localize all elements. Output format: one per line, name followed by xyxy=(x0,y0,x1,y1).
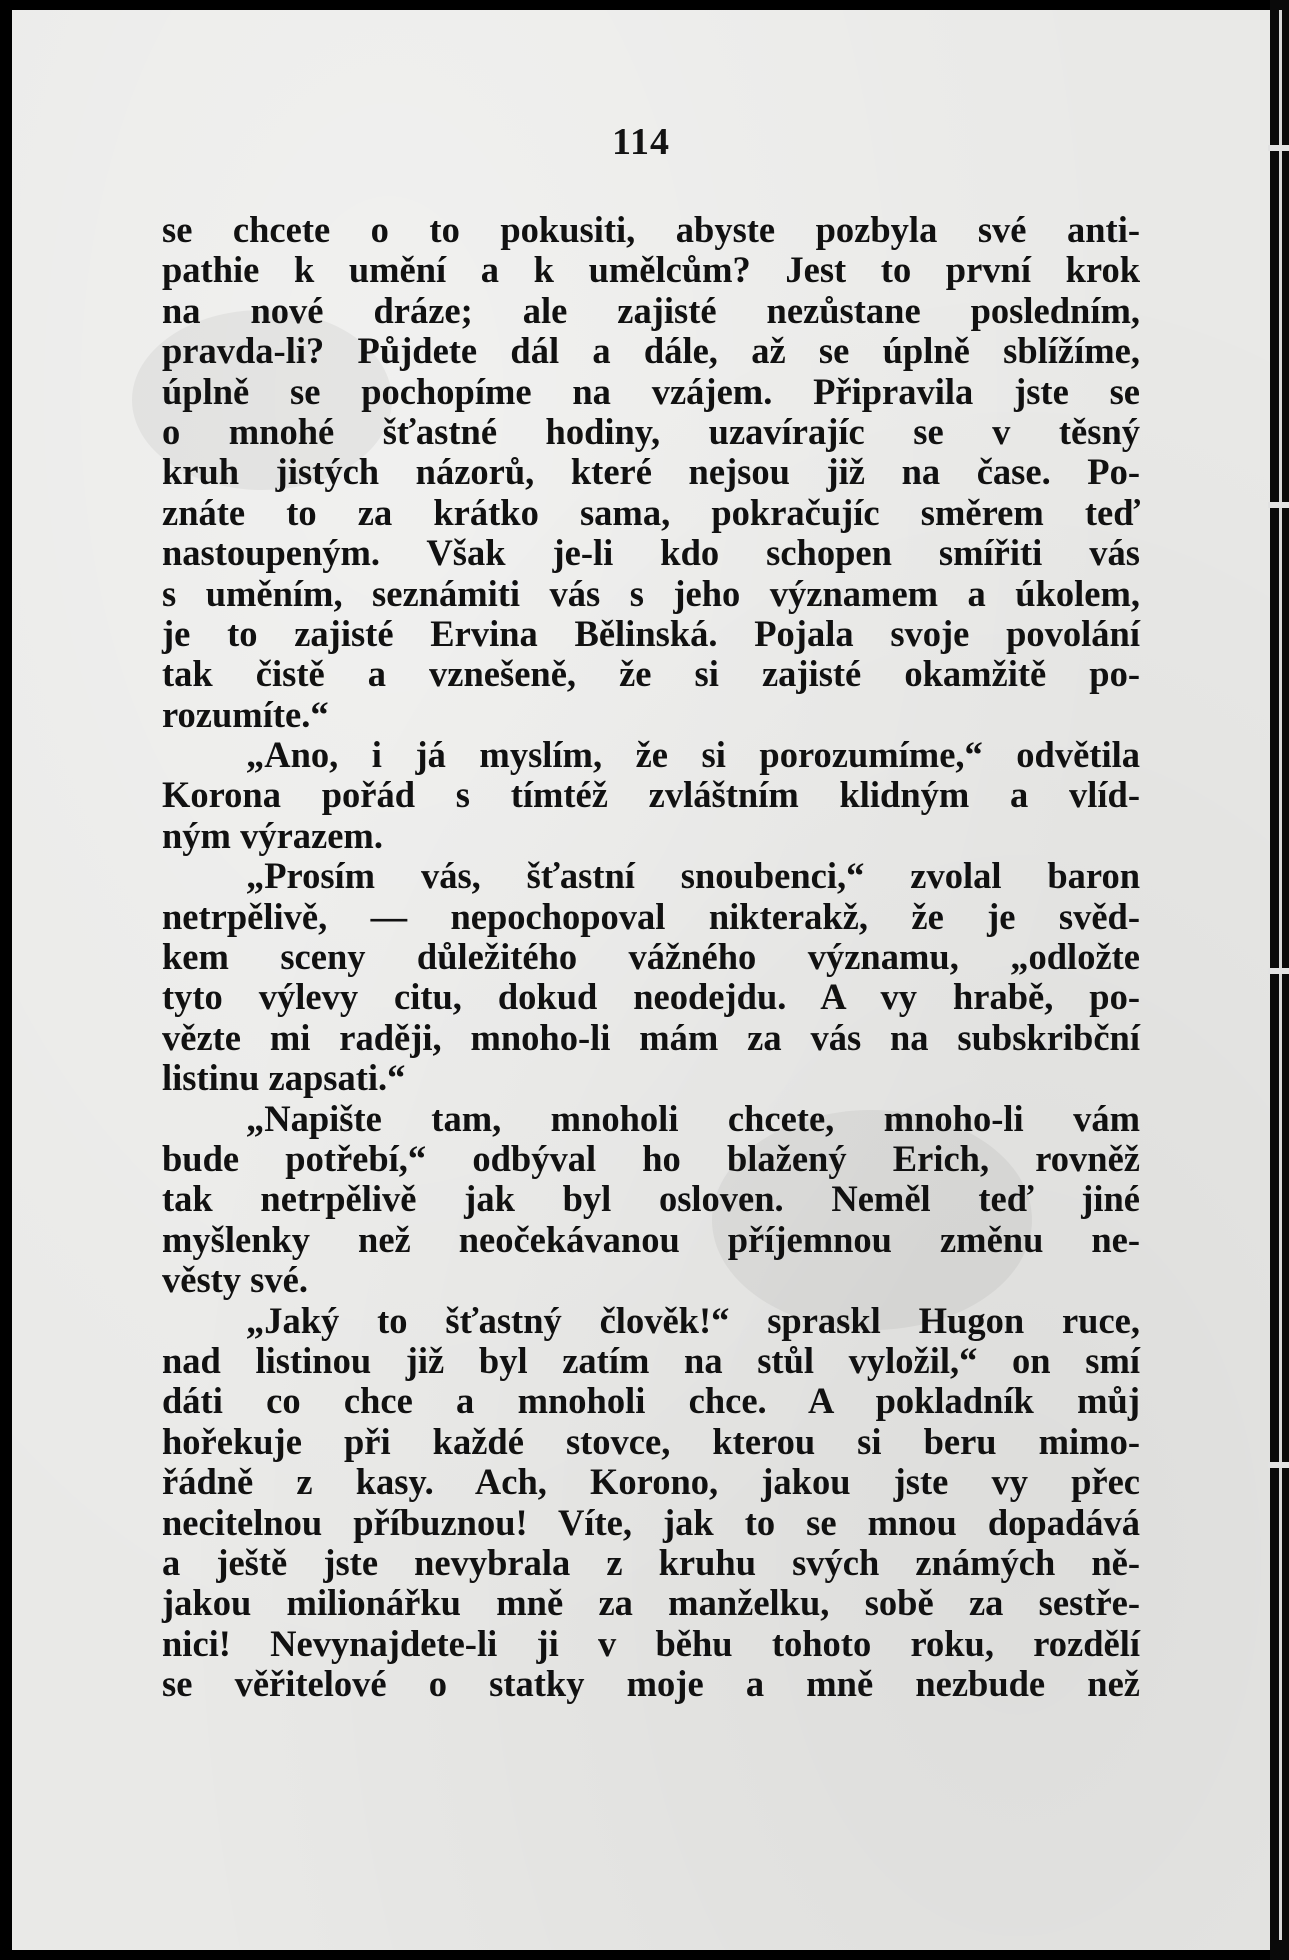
text-line: s uměním, seznámiti vás s jeho významem a úkolem, xyxy=(162,572,1140,614)
text-line: znáte to za krátko sama, pokračujíc směrem teď xyxy=(162,491,1140,533)
text-line: nad listinou již byl zatím na stůl vyložil,“ on smí xyxy=(162,1339,1140,1381)
page-number: 114 xyxy=(612,121,670,163)
page-edge-line xyxy=(1279,10,1282,1940)
text-line: nici! Nevynajdete-li ji v běhu tohoto roku, rozdělí xyxy=(162,1622,1140,1664)
text-line: kem sceny důležitého vážného významu, „odložte xyxy=(162,936,1140,978)
edge-mark xyxy=(1268,502,1289,508)
text-line: Korona pořád s tímtéž zvláštním klidným a vlíd- xyxy=(162,774,1140,816)
text-line: a ještě jste nevybrala z kruhu svých známých ně- xyxy=(162,1541,1140,1583)
text-line: se věřitelové o statky moje a mně nezbude než xyxy=(162,1663,1140,1705)
text-line: listinu zapsati.“ xyxy=(162,1057,406,1099)
text-line: myšlenky než neočekávanou příjemnou změnu ne- xyxy=(162,1218,1140,1260)
text-line: se chcete o to pokusiti, abyste pozbyla své anti- xyxy=(162,209,1140,250)
text-line: „Prosím vás, šťastní snoubenci,“ zvolal baron xyxy=(246,855,1140,897)
text-line: tak čistě a vznešeně, že si zajisté okamžitě po- xyxy=(162,653,1140,695)
edge-mark xyxy=(1268,145,1289,151)
body-text xyxy=(162,210,1140,1704)
text-line: tyto výlevy citu, dokud neodejdu. A vy hrabě, po- xyxy=(162,976,1140,1018)
text-line: o mnohé šťastné hodiny, uzavírajíc se v těsný xyxy=(162,410,1140,452)
text-line: netrpělivě, — nepochopoval nikterakž, že je svěd- xyxy=(162,895,1140,937)
text-line: pathie k umění a k umělcům? Jest to první krok xyxy=(162,249,1140,291)
text-line: „Jaký to šťastný člověk!“ spraskl Hugon ruce, xyxy=(246,1299,1140,1341)
edge-mark xyxy=(1268,968,1289,974)
text-line: jakou milionářku mně za manželku, sobě za sestře- xyxy=(162,1582,1140,1624)
text-line: bude potřebí,“ odbýval ho blažený Erich, rovněž xyxy=(162,1137,1140,1179)
text-line: hořekuje při každé stovce, kterou si beru mimo- xyxy=(162,1420,1140,1462)
book-page xyxy=(12,10,1270,1950)
text-line: tak netrpělivě jak byl osloven. Neměl teď jiné xyxy=(162,1178,1140,1220)
text-line: ným výrazem. xyxy=(162,814,383,856)
text-line: nastoupeným. Však je-li kdo schopen smířiti vás xyxy=(162,532,1140,574)
text-line: pravda-li? Půjdete dál a dále, až se úplně sblížíme, xyxy=(162,330,1140,372)
text-line: „Napište tam, mnoholi chcete, mnoho-li vám xyxy=(246,1097,1140,1139)
text-line: věsty své. xyxy=(162,1259,308,1301)
text-line: „Ano, i já myslím, že si porozumíme,“ odvětila xyxy=(246,734,1140,776)
text-line: je to zajisté Ervina Bělinská. Pojala svoje povolání xyxy=(162,612,1140,654)
text-line: necitelnou příbuznou! Víte, jak to se mnou dopadává xyxy=(162,1501,1140,1543)
text-line: vězte mi raději, mnoho-li mám za vás na subskribční xyxy=(162,1016,1140,1058)
text-line: dáti co chce a mnoholi chce. A pokladník můj xyxy=(162,1380,1140,1422)
text-line: úplně se pochopíme na vzájem. Připravila jste se xyxy=(162,370,1140,412)
text-line: na nové dráze; ale zajisté nezůstane posledním, xyxy=(162,289,1140,331)
edge-mark xyxy=(1268,1462,1289,1468)
text-line: řádně z kasy. Ach, Korono, jakou jste vy přec xyxy=(162,1461,1140,1503)
text-line: kruh jistých názorů, které nejsou již na čase. Po- xyxy=(162,451,1140,493)
text-line: rozumíte.“ xyxy=(162,693,329,735)
